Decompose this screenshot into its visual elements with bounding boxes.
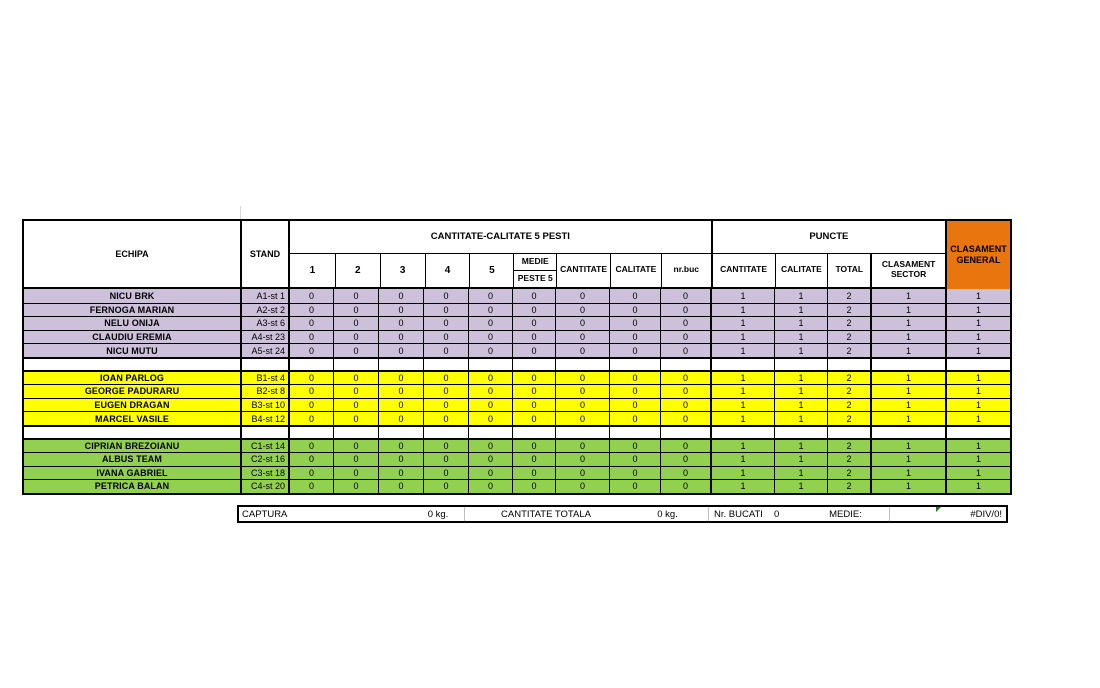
cell-puncte-calitate[interactable]: 1 [774, 331, 827, 344]
cell-medie-peste5[interactable]: 0 [512, 385, 555, 398]
header-medie-bottom: PESTE 5 [514, 270, 556, 287]
spacer-cell[interactable] [710, 427, 774, 439]
cell-q5[interactable]: 0 [468, 467, 512, 480]
cell-puncte-cantitate[interactable]: 1 [710, 372, 774, 384]
cell-clasament-general[interactable]: 1 [945, 467, 1010, 480]
cell-q2[interactable]: 0 [333, 344, 378, 357]
cell-q1[interactable]: 0 [288, 331, 333, 344]
spacer-cell[interactable] [870, 427, 945, 439]
cell-puncte-calitate[interactable]: 1 [774, 372, 827, 384]
cell-cantitate[interactable]: 0 [555, 304, 609, 317]
spacer-cell[interactable] [609, 359, 660, 371]
cell-calitate[interactable]: 0 [609, 412, 660, 425]
cell-puncte-calitate[interactable]: 1 [774, 399, 827, 412]
spacer-cell[interactable] [288, 427, 333, 439]
team-name-cell[interactable]: IOAN PARLOG [100, 373, 164, 384]
cell-clasament-sector[interactable]: 1 [870, 289, 945, 303]
header-cantitate-calitate-5-pesti[interactable]: CANTITATE-CALITATE 5 PESTI [430, 231, 570, 243]
cell-nr-buc[interactable]: 0 [660, 317, 710, 330]
cell-clasament-sector[interactable]: 1 [870, 480, 945, 493]
cell-puncte-cantitate[interactable]: 1 [710, 480, 774, 493]
spacer-cell[interactable] [660, 359, 710, 371]
cell-clasament-general[interactable]: 1 [945, 304, 1010, 317]
spacer-cell[interactable] [24, 359, 240, 371]
cell-puncte-calitate[interactable]: 1 [774, 317, 827, 330]
team-name-cell[interactable]: CIPRIAN BREZOIANU [84, 441, 180, 452]
cell-puncte-calitate[interactable]: 1 [774, 289, 827, 303]
cell-q2[interactable]: 0 [333, 412, 378, 425]
stand-cell[interactable]: A4-st 23 [240, 331, 288, 344]
cell-q4[interactable]: 0 [423, 344, 468, 357]
cell-q1[interactable]: 0 [288, 480, 333, 493]
header-puncte-cantitate[interactable]: CANTITATE [711, 254, 775, 287]
table-row [24, 316, 1010, 330]
table-row [24, 398, 1010, 412]
cell-puncte-cantitate[interactable]: 1 [710, 453, 774, 466]
cell-total[interactable]: 2 [827, 372, 870, 384]
header-q4[interactable]: 4 [425, 254, 470, 287]
spacer-cell[interactable] [827, 359, 870, 371]
cell-puncte-cantitate[interactable]: 1 [710, 344, 774, 357]
table-row [24, 452, 1010, 466]
cell-q4[interactable]: 0 [423, 480, 468, 493]
cell-clasament-sector[interactable]: 1 [870, 344, 945, 357]
cell-q5[interactable]: 0 [468, 440, 512, 452]
cantitate-totala-value-cell[interactable]: 0 kg. [627, 507, 709, 521]
stand-cell[interactable]: A5-st 24 [240, 344, 288, 357]
spacer-cell[interactable] [468, 359, 512, 371]
cell-q3[interactable]: 0 [378, 453, 423, 466]
cell-q4[interactable]: 0 [423, 440, 468, 452]
spacer-cell[interactable] [333, 427, 378, 439]
cell-q1[interactable]: 0 [288, 440, 333, 452]
cell-clasament-sector[interactable]: 1 [870, 317, 945, 330]
cell-q4[interactable]: 0 [423, 399, 468, 412]
cell-q2[interactable]: 0 [333, 385, 378, 398]
cell-calitate[interactable]: 0 [609, 467, 660, 480]
cell-clasament-sector[interactable]: 1 [870, 304, 945, 317]
cell-puncte-cantitate[interactable]: 1 [710, 304, 774, 317]
cell-q1[interactable]: 0 [288, 412, 333, 425]
cell-q3[interactable]: 0 [378, 344, 423, 357]
cell-cantitate[interactable]: 0 [555, 344, 609, 357]
cell-cantitate[interactable]: 0 [555, 480, 609, 493]
cell-q2[interactable]: 0 [333, 480, 378, 493]
table-row [24, 330, 1010, 344]
stand-cell[interactable]: C2-st 16 [240, 453, 288, 466]
cell-nr-buc[interactable]: 0 [660, 467, 710, 480]
header-clasament-sector-line2: SECTOR [890, 269, 927, 280]
stand-cell[interactable]: C4-st 20 [240, 480, 288, 493]
spacer-cell[interactable] [609, 427, 660, 439]
cell-puncte-cantitate[interactable]: 1 [710, 317, 774, 330]
header-stand[interactable]: STAND [240, 221, 288, 289]
cell-clasament-general[interactable]: 1 [945, 399, 1010, 412]
spacer-cell[interactable] [710, 359, 774, 371]
cell-total[interactable]: 2 [827, 412, 870, 425]
stand-cell[interactable]: B1-st 4 [240, 372, 288, 384]
error-indicator-icon [936, 507, 941, 512]
header-puncte[interactable]: PUNCTE [711, 221, 945, 253]
cell-clasament-general[interactable]: 1 [945, 480, 1010, 493]
header-echipa[interactable]: ECHIPA [115, 249, 149, 260]
cell-puncte-cantitate[interactable]: 1 [710, 412, 774, 425]
medie-value-cell[interactable] [935, 507, 1006, 521]
stand-cell[interactable]: A3-st 6 [240, 317, 288, 330]
cell-q5[interactable]: 0 [468, 412, 512, 425]
table-row [24, 466, 1010, 480]
cell-q2[interactable]: 0 [333, 304, 378, 317]
cell-q5[interactable]: 0 [468, 385, 512, 398]
spacer-row [24, 357, 1010, 371]
header-puncte-calitate[interactable]: CALITATE [775, 254, 828, 287]
cell-q3[interactable]: 0 [378, 385, 423, 398]
spacer-cell[interactable] [945, 359, 1010, 371]
cell-total[interactable]: 2 [827, 480, 870, 493]
cell-nr-buc[interactable]: 0 [660, 385, 710, 398]
table-row [24, 303, 1010, 317]
cell-nr-buc[interactable]: 0 [660, 289, 710, 303]
table-row [24, 479, 1010, 493]
cell-clasament-sector[interactable]: 1 [870, 453, 945, 466]
cell-q1[interactable]: 0 [288, 344, 333, 357]
cell-calitate[interactable]: 0 [609, 372, 660, 384]
cell-q4[interactable]: 0 [423, 412, 468, 425]
cell-cantitate[interactable]: 0 [555, 289, 609, 303]
cell-total[interactable]: 2 [827, 440, 870, 452]
spacer-row [24, 425, 1010, 439]
summary-bar [237, 505, 1008, 523]
cell-q4[interactable]: 0 [423, 467, 468, 480]
cell-medie-peste5[interactable]: 0 [512, 317, 555, 330]
cell-medie-peste5[interactable]: 0 [512, 412, 555, 425]
cell-q3[interactable]: 0 [378, 304, 423, 317]
cell-q5[interactable]: 0 [468, 317, 512, 330]
cell-puncte-cantitate[interactable]: 1 [710, 331, 774, 344]
cell-cantitate[interactable]: 0 [555, 453, 609, 466]
spacer-cell[interactable] [240, 427, 288, 439]
cell-clasament-sector[interactable]: 1 [870, 385, 945, 398]
stand-cell[interactable]: A1-st 1 [240, 289, 288, 303]
cell-q3[interactable]: 0 [378, 372, 423, 384]
cell-medie-peste5[interactable]: 0 [512, 289, 555, 303]
cell-total[interactable]: 2 [827, 304, 870, 317]
cell-q2[interactable]: 0 [333, 372, 378, 384]
cell-clasament-general[interactable]: 1 [945, 289, 1010, 303]
cell-medie-peste5[interactable]: 0 [512, 372, 555, 384]
cell-puncte-cantitate[interactable]: 1 [710, 385, 774, 398]
header-medie-top: MEDIE [521, 255, 549, 266]
cell-nr-buc[interactable]: 0 [660, 440, 710, 452]
team-name-cell[interactable]: EUGEN DRAGAN [94, 399, 170, 410]
cell-q4[interactable]: 0 [423, 372, 468, 384]
team-name-cell[interactable]: MARCEL VASILE [95, 413, 169, 424]
stand-cell[interactable]: A2-st 2 [240, 304, 288, 317]
cell-calitate[interactable]: 0 [609, 453, 660, 466]
cell-puncte-calitate[interactable]: 1 [774, 467, 827, 480]
cell-cantitate[interactable]: 0 [555, 385, 609, 398]
results-table [22, 219, 1012, 495]
cell-q4[interactable]: 0 [423, 317, 468, 330]
cell-cantitate[interactable]: 0 [555, 440, 609, 452]
cell-calitate[interactable]: 0 [609, 480, 660, 493]
cell-nr-buc[interactable]: 0 [660, 304, 710, 317]
cell-total[interactable]: 2 [827, 467, 870, 480]
cell-nr-buc[interactable]: 0 [660, 412, 710, 425]
cell-q3[interactable]: 0 [378, 467, 423, 480]
cell-clasament-sector[interactable]: 1 [870, 467, 945, 480]
header-q3[interactable]: 3 [380, 254, 425, 287]
spacer-cell[interactable] [24, 427, 240, 439]
cell-q1[interactable]: 0 [288, 304, 333, 317]
spacer-cell[interactable] [945, 427, 1010, 439]
spacer-cell[interactable] [468, 427, 512, 439]
team-name-cell[interactable]: PETRICA BALAN [94, 481, 170, 492]
captura-label-cell[interactable]: CAPTURA [242, 508, 288, 520]
cell-q2[interactable]: 0 [333, 331, 378, 344]
team-name-cell[interactable]: FERNOGA MARIAN [89, 304, 175, 315]
spacer-cell[interactable] [423, 427, 468, 439]
nr-bucati-value-cell[interactable]: 0 [774, 508, 780, 520]
cell-q5[interactable]: 0 [468, 372, 512, 384]
cell-q2[interactable]: 0 [333, 317, 378, 330]
cell-puncte-calitate[interactable]: 1 [774, 440, 827, 452]
cell-medie-peste5[interactable]: 0 [512, 304, 555, 317]
medie-label-cell[interactable]: MEDIE: [802, 507, 890, 521]
team-name-cell[interactable]: IVANA GABRIEL [96, 467, 168, 478]
cell-q2[interactable]: 0 [333, 453, 378, 466]
header-clasament-general[interactable] [945, 221, 1010, 289]
cell-nr-buc[interactable]: 0 [660, 399, 710, 412]
cell-q1[interactable]: 0 [288, 453, 333, 466]
team-name-cell[interactable]: NELU ONIJA [104, 318, 160, 329]
cell-q5[interactable]: 0 [468, 453, 512, 466]
spacer-cell[interactable] [827, 427, 870, 439]
stand-cell[interactable]: B3-st 10 [240, 399, 288, 412]
spacer-cell[interactable] [555, 359, 609, 371]
spacer-cell[interactable] [774, 427, 827, 439]
cell-medie-peste5[interactable]: 0 [512, 480, 555, 493]
cell-q1[interactable]: 0 [288, 317, 333, 330]
cell-total[interactable]: 2 [827, 344, 870, 357]
cell-q4[interactable]: 0 [423, 385, 468, 398]
cell-q3[interactable]: 0 [378, 440, 423, 452]
spacer-cell[interactable] [288, 359, 333, 371]
cell-calitate[interactable]: 0 [609, 440, 660, 452]
spacer-cell[interactable] [333, 359, 378, 371]
cell-total[interactable]: 2 [827, 289, 870, 303]
cell-clasament-general[interactable]: 1 [945, 440, 1010, 452]
cell-cantitate[interactable]: 0 [555, 331, 609, 344]
cell-calitate[interactable]: 0 [609, 344, 660, 357]
cell-medie-peste5[interactable]: 0 [512, 399, 555, 412]
spacer-cell[interactable] [555, 427, 609, 439]
cell-clasament-general[interactable]: 1 [945, 317, 1010, 330]
cell-clasament-general[interactable]: 1 [945, 372, 1010, 384]
cell-clasament-sector[interactable]: 1 [870, 331, 945, 344]
cell-q1[interactable]: 0 [288, 399, 333, 412]
cell-q3[interactable]: 0 [378, 289, 423, 303]
cell-q2[interactable]: 0 [333, 399, 378, 412]
table-row [24, 343, 1010, 357]
cell-q4[interactable]: 0 [423, 453, 468, 466]
header-clasament-general-line1: CLASAMENT [950, 243, 1007, 254]
cell-puncte-cantitate[interactable]: 1 [710, 289, 774, 303]
cell-q1[interactable]: 0 [288, 467, 333, 480]
cell-total[interactable]: 2 [827, 317, 870, 330]
team-name-cell[interactable]: NICU BRK [109, 290, 155, 301]
cell-q4[interactable]: 0 [423, 304, 468, 317]
nr-bucati-label-cell[interactable]: Nr. BUCATI [714, 508, 763, 520]
header-total[interactable]: TOTAL [827, 254, 870, 287]
header-nrbuc[interactable]: nr.buc [661, 254, 711, 287]
cell-q3[interactable]: 0 [378, 399, 423, 412]
cell-nr-buc[interactable]: 0 [660, 372, 710, 384]
header-clasament-sector[interactable] [870, 254, 945, 287]
cell-q3[interactable]: 0 [378, 317, 423, 330]
cell-puncte-calitate[interactable]: 1 [774, 304, 827, 317]
spacer-cell[interactable] [774, 359, 827, 371]
spacer-cell[interactable] [378, 427, 423, 439]
table-row [24, 438, 1010, 452]
cell-nr-buc[interactable]: 0 [660, 331, 710, 344]
cell-medie-peste5[interactable]: 0 [512, 331, 555, 344]
cell-medie-peste5[interactable]: 0 [512, 453, 555, 466]
table-row [24, 384, 1010, 398]
cell-q2[interactable]: 0 [333, 440, 378, 452]
cell-q5[interactable]: 0 [468, 399, 512, 412]
spacer-cell[interactable] [512, 427, 555, 439]
team-name-cell[interactable]: CLAUDIU EREMIA [92, 332, 172, 343]
cell-q2[interactable]: 0 [333, 289, 378, 303]
spacer-cell[interactable] [423, 359, 468, 371]
cell-puncte-calitate[interactable]: 1 [774, 453, 827, 466]
cell-calitate[interactable]: 0 [609, 304, 660, 317]
spacer-cell[interactable] [378, 359, 423, 371]
spacer-cell[interactable] [240, 359, 288, 371]
header-sub-row [290, 254, 945, 287]
cell-medie-peste5[interactable]: 0 [512, 344, 555, 357]
cell-cantitate[interactable]: 0 [555, 317, 609, 330]
header-medie-peste5[interactable] [513, 254, 556, 287]
header-q1[interactable]: 1 [309, 264, 316, 276]
stand-cell[interactable]: B4-st 12 [240, 412, 288, 425]
header-group-row [290, 221, 945, 254]
cell-q3[interactable]: 0 [378, 412, 423, 425]
captura-value-cell[interactable]: 0 kg. [412, 507, 465, 521]
cell-clasament-sector[interactable]: 1 [870, 372, 945, 384]
team-name-cell[interactable]: ALBUS TEAM [102, 454, 162, 465]
cell-q1[interactable]: 0 [288, 289, 333, 303]
cell-nr-buc[interactable]: 0 [660, 344, 710, 357]
cell-total[interactable]: 2 [827, 453, 870, 466]
cell-medie-peste5[interactable]: 0 [512, 467, 555, 480]
cell-clasament-general[interactable]: 1 [945, 453, 1010, 466]
header-clasament-sector-line1: CLASAMENT [881, 259, 936, 270]
cell-total[interactable]: 2 [827, 385, 870, 398]
cell-nr-buc[interactable]: 0 [660, 453, 710, 466]
cell-q5[interactable]: 0 [468, 344, 512, 357]
cell-cantitate[interactable]: 0 [555, 372, 609, 384]
cell-q1[interactable]: 0 [288, 372, 333, 384]
cell-total[interactable]: 2 [827, 331, 870, 344]
cell-puncte-cantitate[interactable]: 1 [710, 467, 774, 480]
cell-q2[interactable]: 0 [333, 467, 378, 480]
spacer-cell[interactable] [512, 359, 555, 371]
cell-puncte-cantitate[interactable]: 1 [710, 399, 774, 412]
spacer-cell[interactable] [660, 427, 710, 439]
team-name-cell[interactable]: NICU MUTU [106, 345, 158, 356]
header-clasament-general-line2: GENERAL [956, 255, 1001, 265]
cell-q4[interactable]: 0 [423, 331, 468, 344]
stand-cell[interactable]: C3-st 18 [240, 467, 288, 480]
cell-clasament-sector[interactable]: 1 [870, 399, 945, 412]
cell-q1[interactable]: 0 [288, 385, 333, 398]
cell-cantitate[interactable]: 0 [555, 412, 609, 425]
header-q2[interactable]: 2 [335, 254, 380, 287]
cell-q5[interactable]: 0 [468, 331, 512, 344]
cell-clasament-general[interactable]: 1 [945, 412, 1010, 425]
header-middle-block [288, 221, 945, 287]
header-q5[interactable]: 5 [469, 254, 513, 287]
header-calitate[interactable]: CALITATE [610, 254, 661, 287]
cell-total[interactable]: 2 [827, 399, 870, 412]
cell-calitate[interactable]: 0 [609, 385, 660, 398]
table-row [24, 411, 1010, 425]
cantitate-totala-label-cell[interactable]: CANTITATE TOTALA [501, 508, 591, 520]
gridline-stub [240, 206, 241, 219]
empty-cell[interactable] [890, 507, 935, 521]
table-row [24, 289, 1010, 303]
cell-clasament-general[interactable]: 1 [945, 344, 1010, 357]
table-row [24, 370, 1010, 384]
cell-clasament-general[interactable]: 1 [945, 385, 1010, 398]
stand-cell[interactable]: C1-st 14 [240, 440, 288, 452]
cell-q4[interactable]: 0 [423, 289, 468, 303]
cell-puncte-calitate[interactable]: 1 [774, 385, 827, 398]
cell-q3[interactable]: 0 [378, 331, 423, 344]
cell-calitate[interactable]: 0 [609, 331, 660, 344]
team-name-cell[interactable]: GEORGE PADURARU [84, 386, 180, 397]
table-body [24, 289, 1010, 493]
cell-calitate[interactable]: 0 [609, 317, 660, 330]
cell-q5[interactable]: 0 [468, 289, 512, 303]
table-header [24, 221, 1010, 289]
cell-cantitate[interactable]: 0 [555, 467, 609, 480]
cell-puncte-calitate[interactable]: 1 [774, 480, 827, 493]
cell-puncte-cantitate[interactable]: 1 [710, 440, 774, 452]
cell-clasament-sector[interactable]: 1 [870, 440, 945, 452]
cell-puncte-calitate[interactable]: 1 [774, 412, 827, 425]
cell-clasament-general[interactable]: 1 [945, 331, 1010, 344]
cell-nr-buc[interactable]: 0 [660, 480, 710, 493]
cell-q5[interactable]: 0 [468, 304, 512, 317]
cell-clasament-sector[interactable]: 1 [870, 412, 945, 425]
cell-calitate[interactable]: 0 [609, 289, 660, 303]
medie-value-text: #DIV/0! [970, 508, 1002, 520]
cell-puncte-calitate[interactable]: 1 [774, 344, 827, 357]
cell-q3[interactable]: 0 [378, 480, 423, 493]
header-cantitate[interactable]: CANTITATE [556, 254, 610, 287]
cell-calitate[interactable]: 0 [609, 399, 660, 412]
cell-medie-peste5[interactable]: 0 [512, 440, 555, 452]
cell-cantitate[interactable]: 0 [555, 399, 609, 412]
stand-cell[interactable]: B2-st 8 [240, 385, 288, 398]
spacer-cell[interactable] [870, 359, 945, 371]
cell-q5[interactable]: 0 [468, 480, 512, 493]
